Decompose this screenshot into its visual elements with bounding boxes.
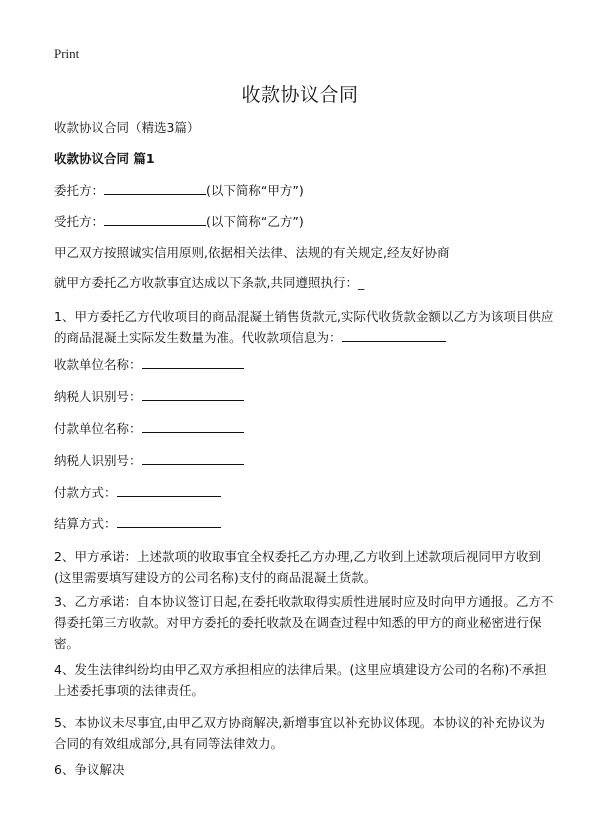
agent-party-line xyxy=(54,211,554,233)
clause-3: 3、乙方承诺：自本协议签订日起,在委托收款取得实质性进展时应及时向甲方通报。乙方不得委托第三方收款。对甲方委托的委托收款及在调查过程中知悉的甲方的商业秘密进行保密。 xyxy=(54,594,554,651)
field-blank xyxy=(142,418,244,433)
field-label: 纳税人识别号： xyxy=(54,453,142,468)
document-subtitle: 收款协议合同（精选3篇） xyxy=(54,120,200,135)
clause-1 xyxy=(54,306,554,348)
entrust-party-line xyxy=(54,180,554,202)
field-label: 结算方式： xyxy=(54,516,117,531)
field-row xyxy=(54,513,554,535)
field-row xyxy=(54,482,554,504)
agent-party-blank xyxy=(104,211,206,226)
field-blank xyxy=(142,386,244,401)
clause-1-blank xyxy=(342,327,446,342)
agent-party-suffix: (以下简称“乙方”) xyxy=(206,214,304,229)
section-heading: 收款协议合同 篇1 xyxy=(54,151,155,166)
entrust-party-blank xyxy=(104,180,206,195)
document-title: 收款协议合同 xyxy=(241,84,359,106)
preamble-line-2: 就甲方委托乙方收款事宜达成以下条款,共同遵照执行：_ xyxy=(54,275,365,290)
agent-party-label: 受托方： xyxy=(54,214,105,229)
entrust-party-label: 委托方： xyxy=(54,183,105,198)
field-label: 付款方式： xyxy=(54,485,117,500)
clause-2: 2、甲方承诺：上述款项的收取事宜全权委托乙方办理,乙方收到上述款项后视同甲方收到(这里需要填写建设方的公司名称)支付的商品混凝土货款。 xyxy=(54,549,541,585)
field-row xyxy=(54,386,554,408)
field-row xyxy=(54,354,554,376)
field-row xyxy=(54,450,554,472)
clause-5: 5、本协议未尽事宜,由甲乙双方协商解决,新增事宜以补充协议体现。本协议的补充协议为合同的有效组成部分,具有同等法律效力。 xyxy=(54,715,545,751)
field-blank xyxy=(117,482,221,497)
entrust-party-suffix: (以下简称“甲方”) xyxy=(206,183,304,198)
field-label: 付款单位名称： xyxy=(54,421,142,436)
field-blank xyxy=(117,513,221,528)
field-label: 纳税人识别号： xyxy=(54,389,142,404)
clause-6: 6、争议解决 xyxy=(54,762,125,777)
clause-1-text: 1、甲方委托乙方代收项目的商品混凝土销售货款元,实际代收货款金额以乙方为该项目供应的商品混凝土实际发生数量为准。代收款项信息为： xyxy=(54,309,554,345)
preamble-line-1: 甲乙双方按照诚实信用原则,依据相关法律、法规的有关规定,经友好协商 xyxy=(54,245,450,260)
field-row xyxy=(54,418,554,440)
field-label: 收款单位名称： xyxy=(54,357,142,372)
print-link[interactable]: Print xyxy=(54,46,80,61)
field-blank xyxy=(142,450,244,465)
field-blank xyxy=(142,354,244,369)
clause-4: 4、发生法律纠纷均由甲乙双方承担相应的法律后果。(这里应填建设方公司的名称)不承担上述委托事项的法律责任。 xyxy=(54,662,547,698)
